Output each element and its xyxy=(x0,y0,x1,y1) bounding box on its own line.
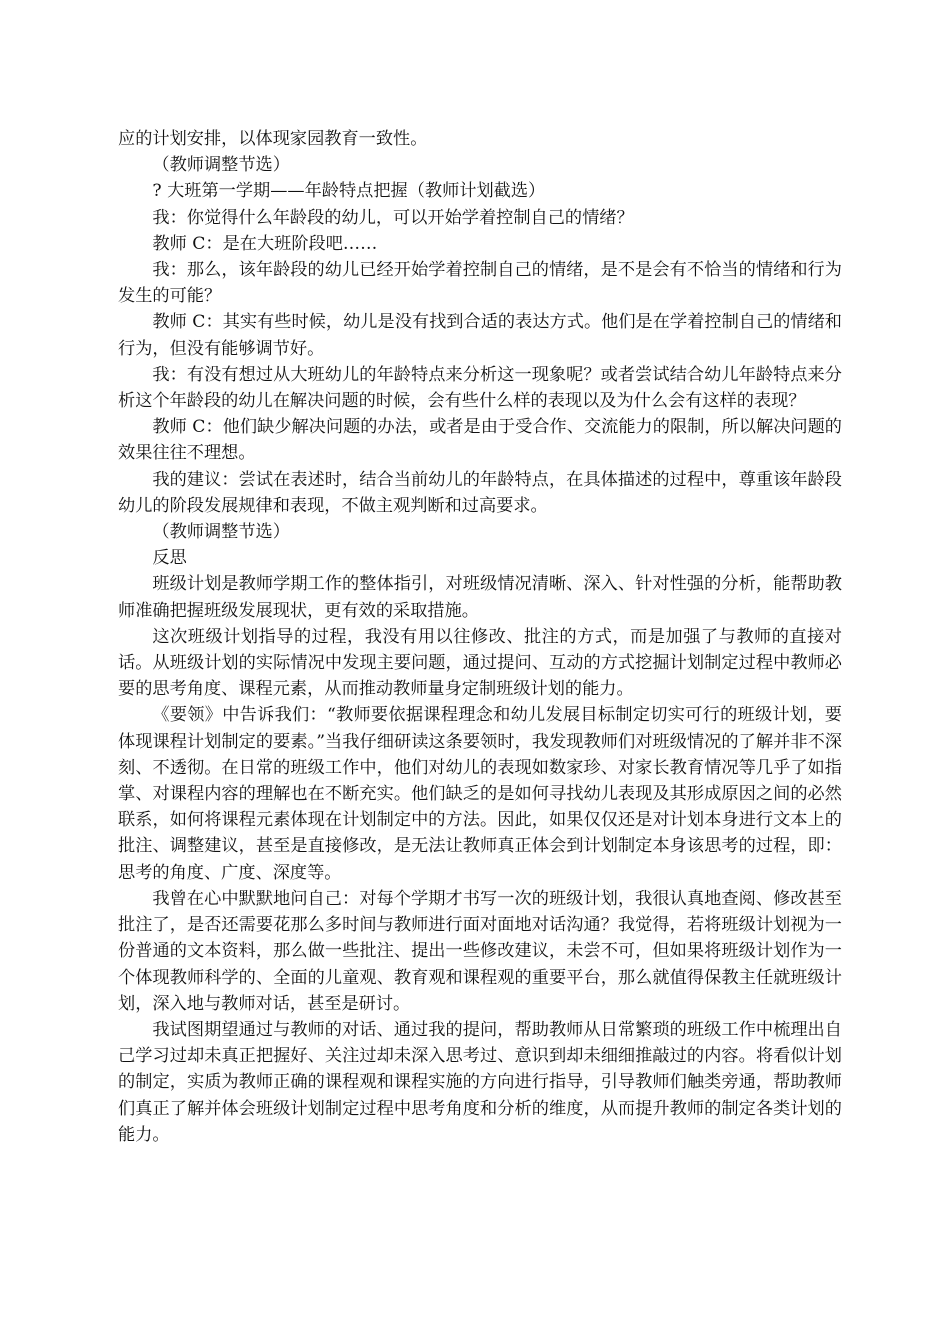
paragraph-body: 我曾在心中默默地问自己：对每个学期才书写一次的班级计划，我很认真地查阅、修改甚至批注了，是否还需要花那么多时间与教师进行面对面地对话沟通？我觉得，若将班级计划视为一份普通的文本资料，那么做一些批注、提出一些修改建议，未尝不可，但如果将班级计划作为一个体现教师科学的、全面的儿童观、教育观和课程观的重要平台，那么就值得保教主任就班级计划，深入地与教师对话，甚至是研讨。 xyxy=(118,888,842,1014)
paragraph-section-heading: ? 大班第一学期——年龄特点把握（教师计划截选） xyxy=(152,181,546,202)
paragraph-body: 这次班级计划指导的过程，我没有用以往修改、批注的方式，而是加强了与教师的直接对话。从班级计划的实际情况中发现主要问题，通过提问、互动的方式挖掘计划制定过程中教师必要的思考角度、课程元素，从而推动教师量身定制班级计划的能力。 xyxy=(118,626,842,700)
paragraph-body: 我试图期望通过与教师的对话、通过我的提问，帮助教师从日常繁琐的班级工作中梳理出自己学习过却未真正把握好、关注过却未深入思考过、意识到却未细细推敲过的内容。将看似计划的制定，实质为教师正确的课程观和课程实施的方向进行指导，引导教师们触类旁通，帮助教师们真正了解并体会班级计划制定过程中思考角度和分析的维度，从而提升教师的制定各类计划的能力。 xyxy=(118,1019,842,1145)
paragraph-dialogue: 我：你觉得什么年龄段的幼儿，可以开始学着控制自己的情绪？ xyxy=(152,207,634,228)
paragraph-dialogue: 教师 C：他们缺少解决问题的办法，或者是由于受合作、交流能力的限制，所以解决问题的效果往往不理想。 xyxy=(118,417,842,464)
document-page xyxy=(118,126,842,1148)
paragraph-note: （教师调整节选） xyxy=(152,155,290,176)
paragraph-note: （教师调整节选） xyxy=(152,522,290,543)
paragraph-continuation: 应的计划安排，以体现家园教育一致性。 xyxy=(118,129,428,149)
paragraph-dialogue: 教师 C：是在大班阶段吧…… xyxy=(152,233,378,254)
paragraph-suggestion: 我的建议：尝试在表述时，结合当前幼儿的年龄特点，在具体描述的过程中，尊重该年龄段幼儿的阶段发展规律和表现，不做主观判断和过高要求。 xyxy=(118,469,842,516)
paragraph-body: 《要领》中告诉我们：“教师要依据课程理念和幼儿发展目标制定切实可行的班级计划，要体现课程计划制定的要素。”当我仔细研读这条要领时，我发现教师们对班级情况的了解并非不深刻、不透彻。在日常的班级工作中，他们对幼儿的表现如数家珍、对家长教育情况等几乎了如指掌、对课程内容的理解也在不断充实。他们缺乏的是如何寻找幼儿表现及其形成原因之间的必然联系，如何将课程元素体现在计划制定中的方法。因此，如果仅仅还是对计划本身进行文本上的批注、调整建议，甚至是直接修改，是无法让教师真正体会到计划制定本身该思考的过程，即：思考的角度、广度、深度等。 xyxy=(118,705,842,883)
paragraph-reflection-heading: 反思 xyxy=(152,548,187,569)
paragraph-dialogue: 我：那么，该年龄段的幼儿已经开始学着控制自己的情绪，是不是会有不恰当的情绪和行为发生的可能？ xyxy=(118,260,842,307)
paragraph-body: 班级计划是教师学期工作的整体指引，对班级情况清晰、深入、针对性强的分析，能帮助教师准确把握班级发展现状，更有效的采取措施。 xyxy=(118,574,842,621)
paragraph-dialogue: 我：有没有想过从大班幼儿的年龄特点来分析这一现象呢？或者尝试结合幼儿年龄特点来分析这个年龄段的幼儿在解决问题的时候，会有些什么样的表现以及为什么会有这样的表现？ xyxy=(118,364,842,412)
paragraph-dialogue: 教师 C：其实有些时候，幼儿是没有找到合适的表达方式。他们是在学着控制自己的情绪和行为，但没有能够调节好。 xyxy=(118,312,842,359)
